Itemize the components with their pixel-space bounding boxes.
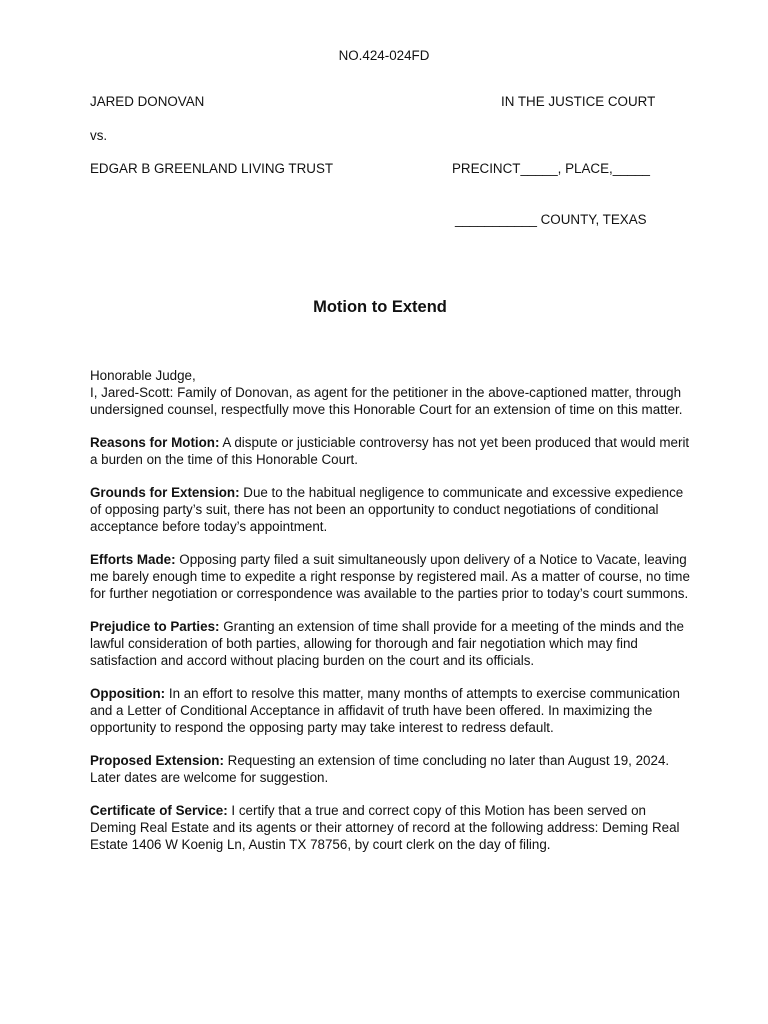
section-text: In an effort to resolve this matter, many months of attempts to exercise communication and a Letter of Conditional Acceptance in affidavit of truth have been offered. In maximizing the opportunity to respond the opposing party may take interest to redress default.	[90, 686, 680, 735]
section-label: Proposed Extension:	[90, 753, 224, 768]
section-certificate-of-service	[90, 802, 690, 853]
section-text: Due to the habitual negligence to communicate and excessive expedience of opposing party’s suit, there has not been an opportunity to conduct negotiations of conditional acceptance before today’s appointment.	[90, 485, 684, 534]
section-label: Opposition:	[90, 686, 166, 701]
case-number: NO.424-024FD	[338, 48, 430, 63]
section-label: Grounds for Extension:	[90, 485, 240, 500]
section-text: A dispute or justiciable controversy has not yet been produced that would merit a burden on the time of this Honorable Court.	[90, 435, 690, 467]
precinct-place-line: PRECINCT_____, PLACE,_____	[452, 161, 650, 176]
county-line: ___________ COUNTY, TEXAS	[455, 212, 647, 227]
defendant-name: EDGAR B GREENLAND LIVING TRUST	[90, 161, 334, 176]
motion-body	[90, 367, 690, 869]
section-grounds-for-extension	[90, 484, 690, 535]
section-text: Requesting an extension of time concluding no later than August 19, 2024. Later dates are welcome for suggestion.	[90, 753, 670, 785]
plaintiff-name: JARED DONOVAN	[90, 94, 205, 109]
document-title: Motion to Extend	[313, 298, 447, 316]
section-text: Granting an extension of time shall provide for a meeting of the minds and the lawful consideration of both parties, allowing for thorough and fair negotiation which may find satisfaction and accord without placing burden on the court and its officials.	[90, 619, 684, 668]
section-opposition	[90, 685, 690, 736]
section-reasons-for-motion	[90, 434, 690, 468]
versus-label: vs.	[90, 128, 108, 143]
section-label: Reasons for Motion:	[90, 435, 220, 450]
salutation-paragraph	[90, 367, 690, 418]
court-name: IN THE JUSTICE COURT	[501, 94, 656, 109]
intro-text: I, Jared-Scott: Family of Donovan, as agent for the petitioner in the above-captioned matter, through undersigned counsel, respectfully move this Honorable Court for an extension of time on this matter.	[90, 385, 683, 417]
section-label: Efforts Made:	[90, 552, 176, 567]
section-prejudice-to-parties	[90, 618, 690, 669]
section-text: Opposing party filed a suit simultaneously upon delivery of a Notice to Vacate, leaving me barely enough time to expedite a right response by registered mail. As a matter of course, no time for further negotiation or correspondence was available to the parties prior to today’s court summons.	[90, 552, 690, 601]
section-label: Certificate of Service:	[90, 803, 228, 818]
section-proposed-extension	[90, 752, 690, 786]
section-text: I certify that a true and correct copy of this Motion has been served on Deming Real Estate and its agents or their attorney of record at the following address: Deming Real Estate 1406 W Koenig Ln, Austin TX 78756, by court clerk on the day of filing.	[90, 803, 680, 852]
section-efforts-made	[90, 551, 690, 602]
salutation: Honorable Judge,	[90, 368, 196, 383]
section-label: Prejudice to Parties:	[90, 619, 220, 634]
